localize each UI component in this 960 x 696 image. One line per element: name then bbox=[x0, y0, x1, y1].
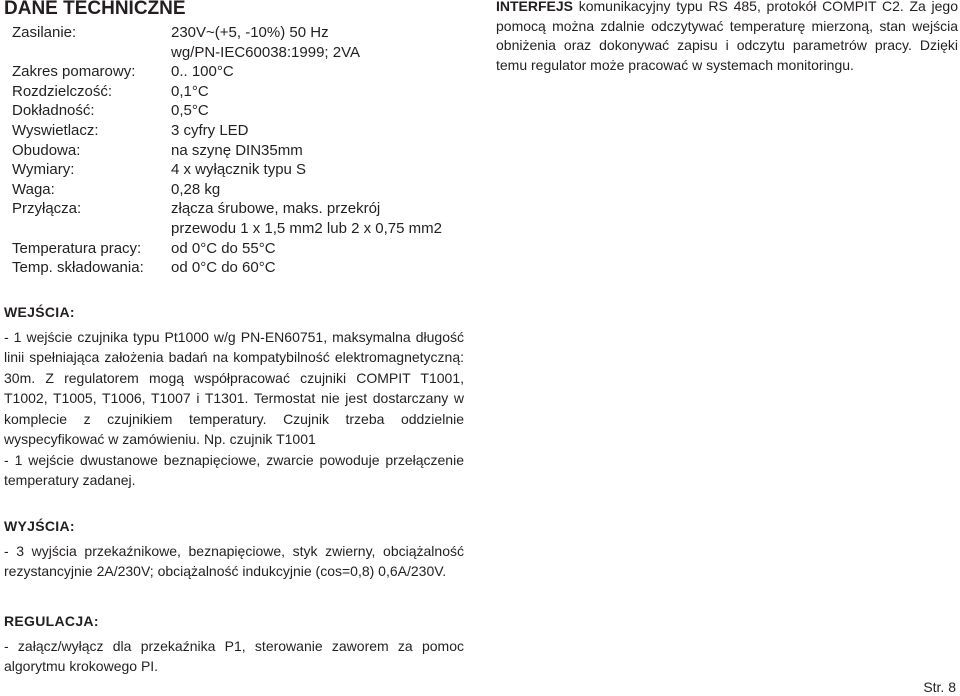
spec-row bbox=[12, 239, 482, 259]
spec-label: Wymiary: bbox=[12, 161, 75, 179]
outputs-heading: WYJŚCIA: bbox=[4, 518, 75, 534]
outputs-paragraph: - 3 wyjścia przekaźnikowe, beznapięciowe, styk zwierny, obciążalność rezystancyjnie 2A/230V; obciążalność indukcyjnie (cos=0,8) 0,6A/230V. bbox=[4, 542, 464, 579]
spec-label: Rozdzielczość: bbox=[12, 82, 113, 100]
inputs-paragraph-2: - 1 wejście dwustanowe beznapięciowe, zwarcie powoduje przełączenie temperatury zadanej. bbox=[4, 451, 464, 488]
spec-row bbox=[12, 23, 482, 43]
spec-row bbox=[12, 62, 482, 82]
spec-label: Wyswietlacz: bbox=[12, 121, 99, 139]
spec-value: przewodu 1 x 1,5 mm2 lub 2 x 0,75 mm2 bbox=[171, 219, 442, 237]
spec-label: Waga: bbox=[12, 180, 55, 198]
spec-value: na szynę DIN35mm bbox=[171, 141, 303, 159]
spec-row bbox=[12, 180, 482, 200]
spec-value: od 0°C do 60°C bbox=[171, 259, 276, 277]
inputs-paragraph-1: - 1 wejście czujnika typu Pt1000 w/g PN-EN60751, maksymalna długość linii spełniająca założenia badań na kompatybilność elektromagnetyczną: 30m. Z regulatorem mogą współpracować czujniki COMPIT T1001, T1002, T1005, T1006, T1007 i T1301. Termostat nie jest dostarczany w komplecie z czujnikiem temperatury. Czujnik trzeba oddzielnie wyspecyfikować w zamówieniu. Np. czujnik T1001 bbox=[4, 328, 464, 447]
spec-label bbox=[12, 43, 171, 63]
spec-value: 3 cyfry LED bbox=[171, 121, 249, 139]
inputs-section bbox=[4, 302, 464, 491]
interface-text: komunikacyjny typu RS 485, protokół COMPIT C2. Za jego pomocą można zdalnie odczytywać temperaturę mierzoną, stan wejścia obniżenia oraz dokonywać zapisu i odczytu parametrów pracy. Dzięki temu regulator może pracować w systemach monitoringu. bbox=[496, 0, 958, 73]
page-title: DANE TECHNICZNE bbox=[4, 0, 186, 19]
specs-table bbox=[12, 23, 482, 278]
spec-value: 230V~(+5, -10%) 50 Hz bbox=[171, 24, 329, 41]
spec-label bbox=[12, 219, 171, 239]
spec-label: Temperatura pracy: bbox=[12, 239, 142, 257]
spec-row bbox=[12, 199, 482, 219]
spec-value: wg/PN-IEC60038:1999; 2VA bbox=[171, 43, 361, 61]
spec-value: 0.. 100°C bbox=[171, 63, 234, 81]
spec-label: Temp. składowania: bbox=[12, 259, 144, 277]
interface-heading: INTERFEJS bbox=[496, 0, 574, 14]
interface-paragraph bbox=[496, 0, 958, 75]
spec-value: od 0°C do 55°C bbox=[171, 239, 276, 257]
spec-label: Obudowa: bbox=[12, 141, 81, 159]
regulation-section bbox=[4, 611, 464, 677]
regulation-paragraph: - załącz/wyłącz dla przekaźnika P1, sterowanie zaworem za pomoc algorytmu krokowego PI. bbox=[4, 637, 464, 674]
spec-label: Dokładność: bbox=[12, 102, 95, 120]
outputs-section bbox=[4, 516, 464, 582]
spec-value: 0,1°C bbox=[171, 82, 209, 100]
spec-row bbox=[12, 258, 482, 278]
spec-label: Zasilanie: bbox=[12, 24, 77, 41]
spec-row bbox=[12, 160, 482, 180]
spec-row bbox=[12, 121, 482, 141]
inputs-heading: WEJŚCIA: bbox=[4, 304, 75, 320]
spec-value: złącza śrubowe, maks. przekrój bbox=[171, 200, 381, 218]
spec-row bbox=[12, 82, 482, 102]
spec-label: Przyłącza: bbox=[12, 200, 82, 218]
page-number: Str. 8 bbox=[923, 679, 956, 695]
spec-value: 0,5°C bbox=[171, 102, 209, 120]
spec-row bbox=[12, 101, 482, 121]
spec-row bbox=[12, 219, 482, 239]
spec-value: 0,28 kg bbox=[171, 180, 221, 198]
spec-row bbox=[12, 43, 482, 63]
regulation-heading: REGULACJA: bbox=[4, 613, 99, 629]
spec-row bbox=[12, 141, 482, 161]
spec-label: Zakres pomarowy: bbox=[12, 63, 136, 81]
spec-value: 4 x wyłącznik typu S bbox=[171, 161, 307, 179]
